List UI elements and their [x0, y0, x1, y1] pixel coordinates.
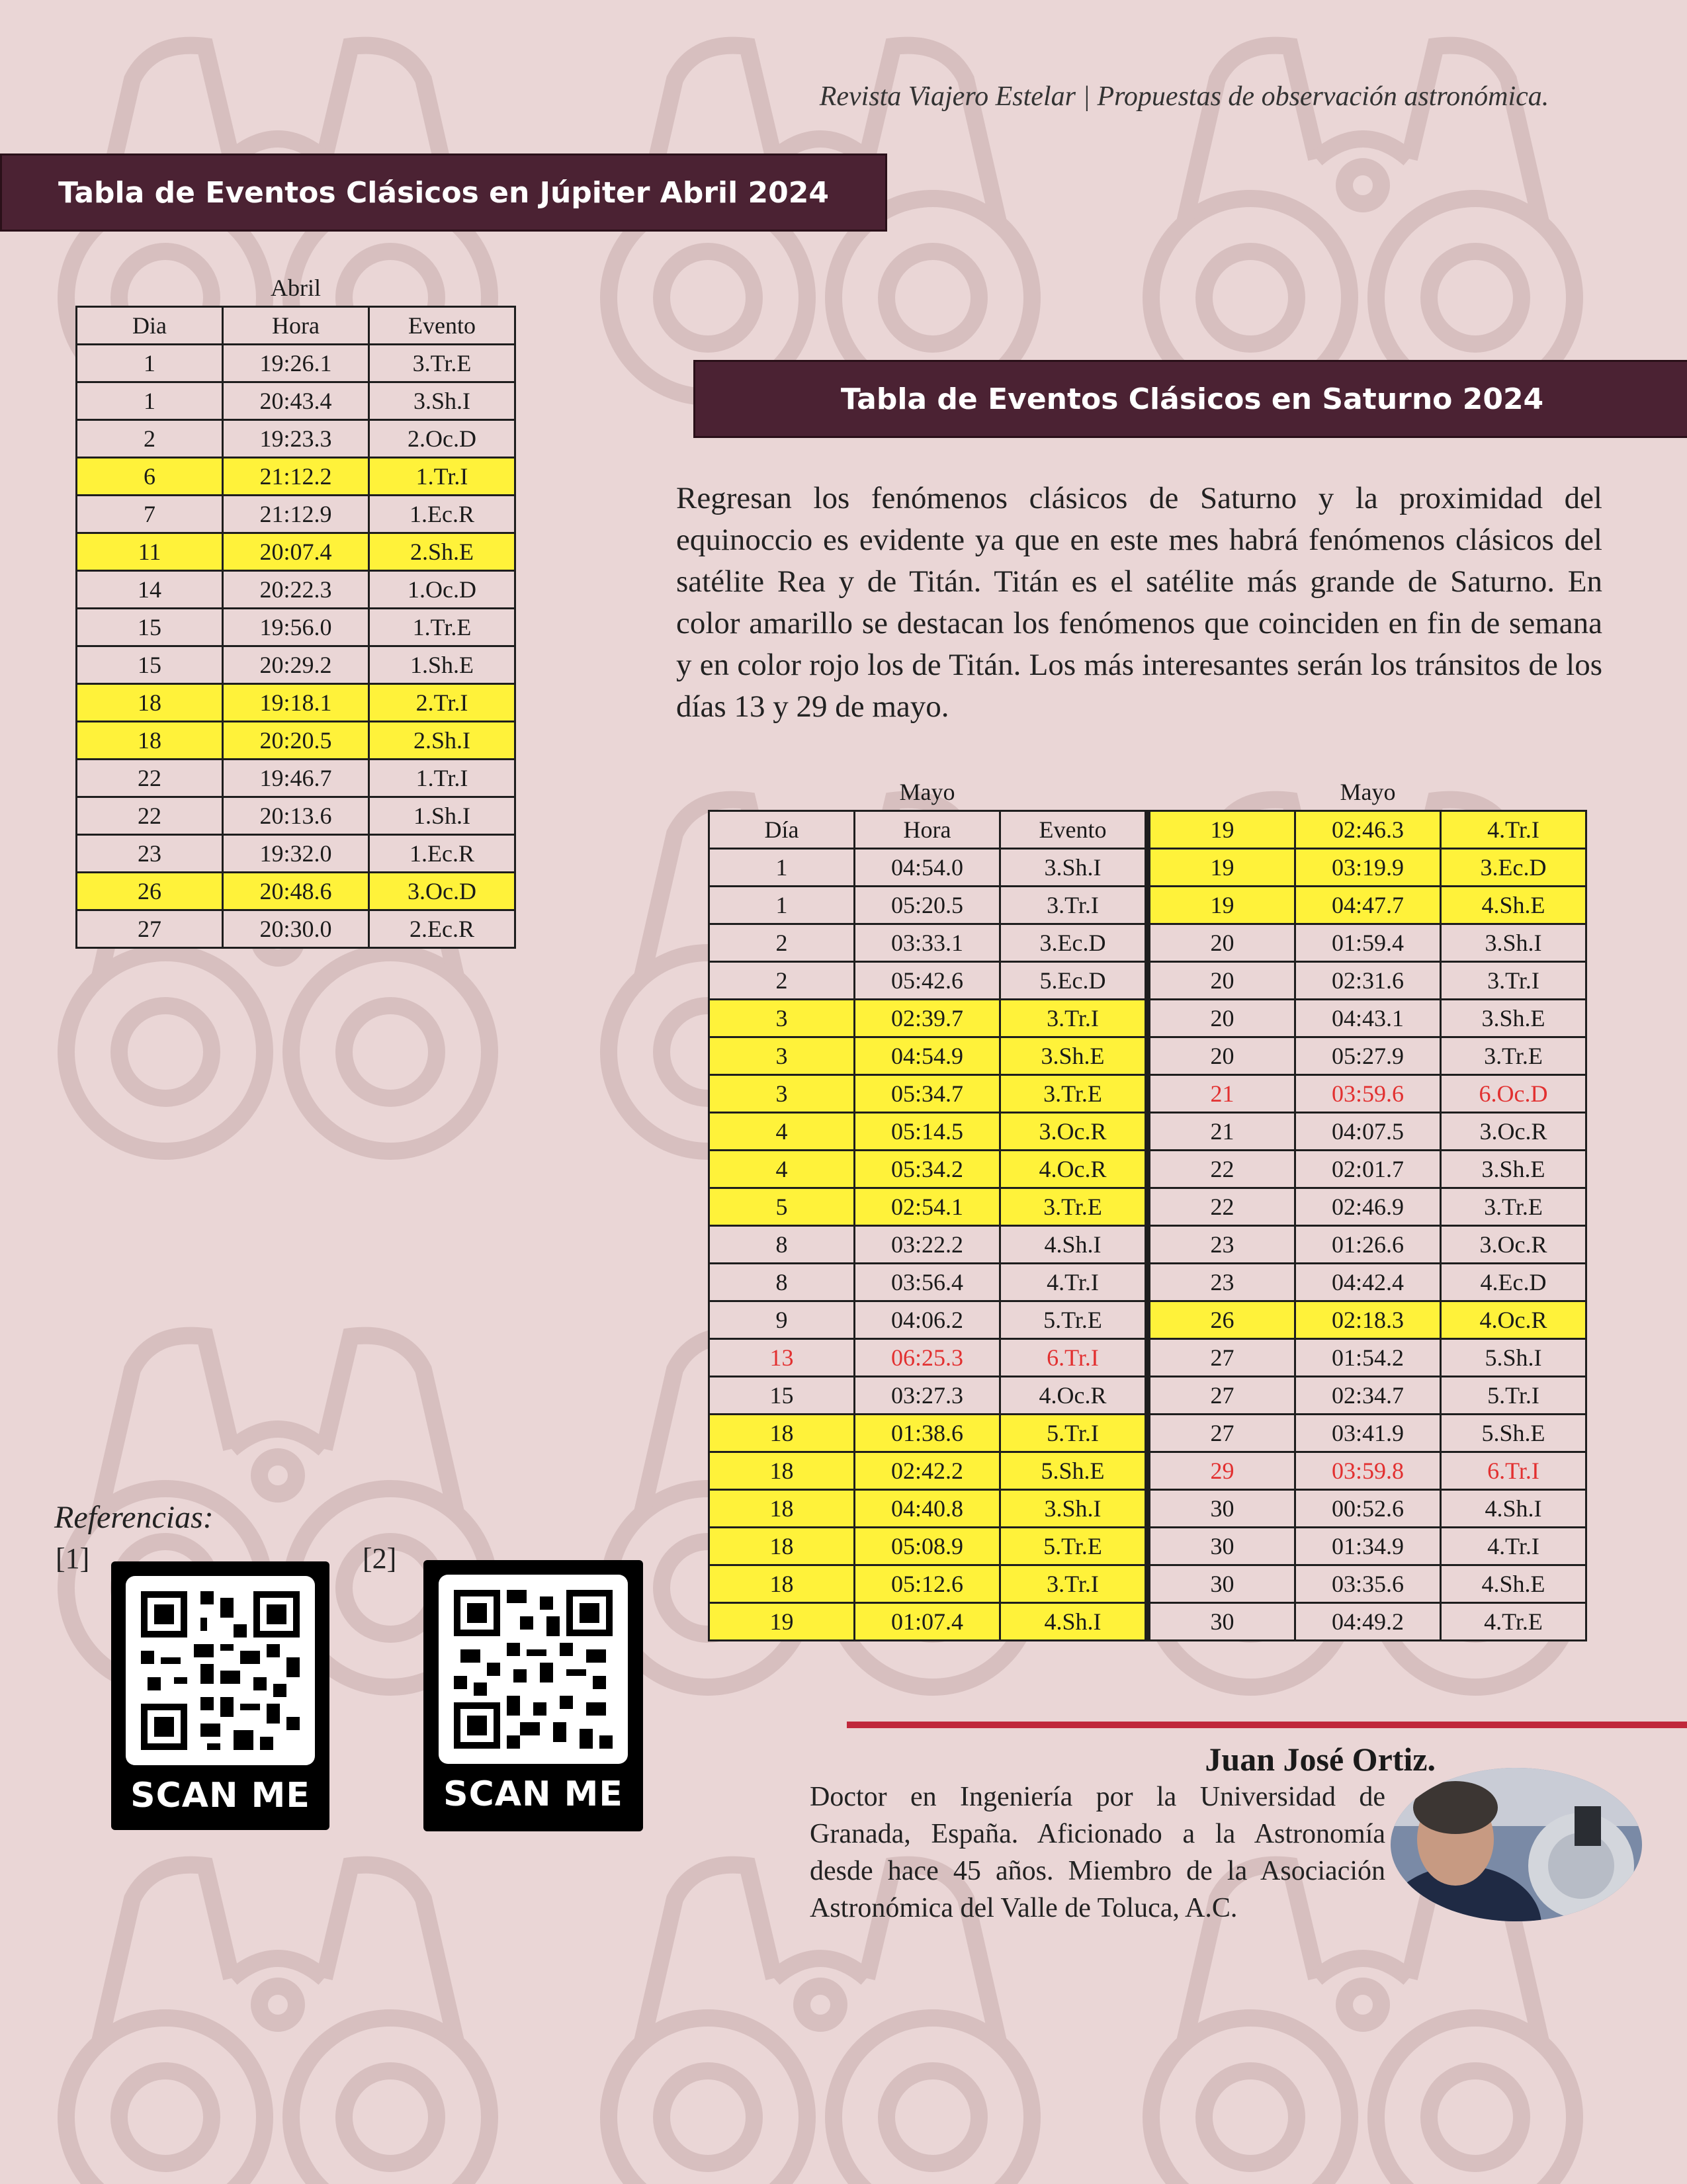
cell-dia: 27 — [1150, 1415, 1295, 1452]
table-row — [709, 1037, 1586, 1075]
cell-evento: 4.Sh.E — [1441, 1565, 1586, 1603]
saturn-events-table — [708, 774, 1587, 1641]
cell-hora: 03:27.3 — [855, 1377, 1000, 1415]
cell-evento: 3.Tr.E — [1000, 1188, 1147, 1226]
table-row — [709, 1415, 1586, 1452]
cell-evento: 5.Tr.I — [1000, 1415, 1147, 1452]
cell-hora: 00:52.6 — [1295, 1490, 1441, 1528]
cell-evento: 3.Ec.D — [1000, 924, 1147, 962]
cell-dia: 21 — [1150, 1113, 1295, 1151]
cell-dia: 23 — [1150, 1264, 1295, 1301]
cell-evento: 1.Sh.I — [369, 797, 515, 835]
cell-evento: 1.Oc.D — [369, 571, 515, 609]
cell-hora: 05:34.2 — [855, 1151, 1000, 1188]
cell-evento: 1.Ec.R — [369, 835, 515, 873]
qr-scan-label-2: SCAN ME — [443, 1774, 623, 1814]
cell-evento: 4.Sh.I — [1000, 1603, 1147, 1641]
table-row — [77, 760, 515, 797]
cell-evento: 3.Tr.I — [1000, 1565, 1147, 1603]
table-row — [709, 1377, 1586, 1415]
cell-evento: 4.Tr.E — [1441, 1603, 1586, 1641]
cell-evento: 3.Sh.I — [1000, 1490, 1147, 1528]
cell-hora: 19:32.0 — [223, 835, 369, 873]
column-header-hora: Hora — [223, 307, 369, 345]
cell-evento: 1.Tr.I — [369, 458, 515, 496]
cell-dia: 13 — [709, 1339, 855, 1377]
table-row — [709, 962, 1586, 1000]
table-row — [77, 684, 515, 722]
cell-dia: 15 — [77, 646, 223, 684]
cell-dia: 2 — [709, 962, 855, 1000]
cell-evento: 5.Tr.E — [1000, 1301, 1147, 1339]
cell-hora: 04:49.2 — [1295, 1603, 1441, 1641]
cell-evento: 3.Oc.R — [1441, 1113, 1586, 1151]
cell-evento: 4.Sh.I — [1000, 1226, 1147, 1264]
table-row — [709, 1452, 1586, 1490]
cell-dia: 6 — [77, 458, 223, 496]
cell-evento: 5.Sh.E — [1441, 1415, 1586, 1452]
cell-hora: 05:12.6 — [855, 1565, 1000, 1603]
cell-hora: 05:20.5 — [855, 887, 1000, 924]
cell-evento: 4.Oc.R — [1000, 1377, 1147, 1415]
cell-hora: 06:25.3 — [855, 1339, 1000, 1377]
cell-hora: 20:07.4 — [223, 533, 369, 571]
month-caption: Abril — [271, 275, 321, 301]
column-header-evento: Evento — [1000, 811, 1147, 849]
table-row — [77, 382, 515, 420]
cell-evento: 3.Sh.E — [1441, 1000, 1586, 1037]
cell-dia: 21 — [1150, 1075, 1295, 1113]
table-row — [709, 1151, 1586, 1188]
saturn-intro-paragraph: Regresan los fenómenos clásicos de Saturno y la proximidad del equinoccio es evidente ya que en este mes habrá fenómenos clásicos del satélite Rea y de Titán. Titán es el satélite más grande de Saturno. En color amarillo se destacan los fenómenos que coinciden en fin de semana y en color rojo los de Titán. Los más interesantes serán los tránsitos de los días 13 y 29 de mayo. — [676, 481, 1602, 724]
cell-hora: 05:34.7 — [855, 1075, 1000, 1113]
column-header-dia: Día — [709, 811, 855, 849]
cell-dia: 18 — [709, 1490, 855, 1528]
table-row — [709, 1301, 1586, 1339]
cell-evento: 5.Ec.D — [1000, 962, 1147, 1000]
cell-evento: 5.Sh.I — [1441, 1339, 1586, 1377]
cell-hora: 01:26.6 — [1295, 1226, 1441, 1264]
cell-hora: 21:12.2 — [223, 458, 369, 496]
reference-number-1: [1] — [56, 1542, 90, 1575]
cell-dia: 19 — [1150, 887, 1295, 924]
cell-hora: 01:54.2 — [1295, 1339, 1441, 1377]
cell-evento: 4.Tr.I — [1000, 1264, 1147, 1301]
cell-dia: 1 — [709, 887, 855, 924]
cell-evento: 3.Sh.I — [1441, 924, 1586, 962]
cell-hora: 20:43.4 — [223, 382, 369, 420]
table-row — [77, 835, 515, 873]
cell-dia: 22 — [1150, 1188, 1295, 1226]
cell-hora: 03:41.9 — [1295, 1415, 1441, 1452]
cell-evento: 3.Tr.I — [1000, 887, 1147, 924]
qr-pattern-icon — [126, 1576, 315, 1765]
table-row — [77, 910, 515, 948]
cell-hora: 20:30.0 — [223, 910, 369, 948]
cell-hora: 04:47.7 — [1295, 887, 1441, 924]
table-row — [709, 1490, 1586, 1528]
cell-evento: 3.Tr.E — [1441, 1037, 1586, 1075]
cell-dia: 23 — [77, 835, 223, 873]
cell-hora: 04:54.0 — [855, 849, 1000, 887]
cell-dia: 19 — [709, 1603, 855, 1641]
cell-dia: 23 — [1150, 1226, 1295, 1264]
cell-evento: 6.Tr.I — [1441, 1452, 1586, 1490]
cell-hora: 19:56.0 — [223, 609, 369, 646]
cell-evento: 4.Ec.D — [1441, 1264, 1586, 1301]
table-row — [709, 811, 1586, 849]
cell-hora: 20:20.5 — [223, 722, 369, 760]
cell-hora: 19:26.1 — [223, 345, 369, 382]
cell-dia: 3 — [709, 1075, 855, 1113]
cell-dia: 20 — [1150, 924, 1295, 962]
cell-evento: 3.Tr.I — [1000, 1000, 1147, 1037]
cell-evento: 3.Oc.R — [1441, 1226, 1586, 1264]
cell-dia: 18 — [709, 1528, 855, 1565]
cell-dia: 29 — [1150, 1452, 1295, 1490]
cell-hora: 02:34.7 — [1295, 1377, 1441, 1415]
table-row — [77, 797, 515, 835]
cell-dia: 26 — [77, 873, 223, 910]
cell-evento: 4.Oc.R — [1441, 1301, 1586, 1339]
month-caption-right: Mayo — [1340, 779, 1396, 805]
cell-hora: 04:54.9 — [855, 1037, 1000, 1075]
cell-hora: 02:01.7 — [1295, 1151, 1441, 1188]
cell-dia: 14 — [77, 571, 223, 609]
qr-scan-label-1: SCAN ME — [130, 1776, 310, 1815]
table-row — [77, 345, 515, 382]
cell-evento: 3.Sh.I — [1000, 849, 1147, 887]
cell-dia: 2 — [709, 924, 855, 962]
table-row — [77, 571, 515, 609]
cell-evento: 6.Tr.I — [1000, 1339, 1147, 1377]
jupiter-events-table — [75, 270, 516, 949]
cell-hora: 04:42.4 — [1295, 1264, 1441, 1301]
cell-hora: 20:48.6 — [223, 873, 369, 910]
cell-evento: 4.Sh.I — [1441, 1490, 1586, 1528]
cell-dia: 27 — [1150, 1339, 1295, 1377]
table-row — [77, 873, 515, 910]
cell-evento: 1.Tr.E — [369, 609, 515, 646]
table-row — [709, 1565, 1586, 1603]
table-row — [709, 1226, 1586, 1264]
cell-dia: 3 — [709, 1000, 855, 1037]
cell-hora: 01:34.9 — [1295, 1528, 1441, 1565]
cell-dia: 18 — [77, 722, 223, 760]
qr-code-2[interactable] — [423, 1560, 643, 1831]
cell-hora: 05:08.9 — [855, 1528, 1000, 1565]
cell-evento: 3.Tr.E — [1441, 1188, 1586, 1226]
cell-dia: 27 — [77, 910, 223, 948]
cell-dia: 8 — [709, 1264, 855, 1301]
cell-dia: 18 — [709, 1415, 855, 1452]
cell-dia: 4 — [709, 1151, 855, 1188]
table-row — [77, 722, 515, 760]
table-row — [709, 1264, 1586, 1301]
cell-dia: 5 — [709, 1188, 855, 1226]
cell-hora: 01:59.4 — [1295, 924, 1441, 962]
cell-hora: 20:22.3 — [223, 571, 369, 609]
cell-evento: 1.Tr.I — [369, 760, 515, 797]
cell-dia: 18 — [77, 684, 223, 722]
table-row — [77, 646, 515, 684]
cell-dia: 19 — [1150, 849, 1295, 887]
cell-hora: 05:42.6 — [855, 962, 1000, 1000]
cell-hora: 04:06.2 — [855, 1301, 1000, 1339]
table-row — [709, 1113, 1586, 1151]
cell-evento: 6.Oc.D — [1441, 1075, 1586, 1113]
column-header-evento: Evento — [369, 307, 515, 345]
cell-evento: 3.Oc.R — [1000, 1113, 1147, 1151]
cell-hora: 05:27.9 — [1295, 1037, 1441, 1075]
table-row — [709, 849, 1586, 887]
cell-dia: 1 — [77, 382, 223, 420]
cell-dia: 8 — [709, 1226, 855, 1264]
cell-dia: 11 — [77, 533, 223, 571]
cell-evento: 3.Sh.E — [1000, 1037, 1147, 1075]
cell-evento: 2.Tr.I — [369, 684, 515, 722]
cell-dia: 22 — [77, 797, 223, 835]
table-row — [77, 533, 515, 571]
table-row — [709, 1603, 1586, 1641]
table-row — [77, 420, 515, 458]
cell-hora: 02:18.3 — [1295, 1301, 1441, 1339]
cell-hora: 20:13.6 — [223, 797, 369, 835]
cell-dia: 2 — [77, 420, 223, 458]
cell-dia: 3 — [709, 1037, 855, 1075]
cell-evento: 3.Sh.E — [1441, 1151, 1586, 1188]
jupiter-table-banner: Tabla de Eventos Clásicos en Júpiter Abril 2024 — [0, 153, 887, 232]
cell-evento: 5.Tr.E — [1000, 1528, 1147, 1565]
cell-dia: 7 — [77, 496, 223, 533]
cell-hora: 03:59.6 — [1295, 1075, 1441, 1113]
cell-hora: 03:19.9 — [1295, 849, 1441, 887]
month-caption-left: Mayo — [899, 779, 955, 805]
cell-dia: 22 — [77, 760, 223, 797]
cell-evento: 3.Oc.D — [369, 873, 515, 910]
cell-hora: 03:59.8 — [1295, 1452, 1441, 1490]
cell-hora: 02:42.2 — [855, 1452, 1000, 1490]
cell-hora: 19:46.7 — [223, 760, 369, 797]
cell-hora: 03:33.1 — [855, 924, 1000, 962]
cell-dia: 18 — [709, 1565, 855, 1603]
reference-number-2: [2] — [363, 1542, 397, 1575]
cell-dia: 26 — [1150, 1301, 1295, 1339]
cell-hora: 20:29.2 — [223, 646, 369, 684]
cell-hora: 02:54.1 — [855, 1188, 1000, 1226]
table-row — [77, 496, 515, 533]
author-name: Juan José Ortiz. — [1205, 1741, 1436, 1778]
cell-hora: 02:46.3 — [1295, 811, 1441, 849]
cell-evento: 1.Sh.E — [369, 646, 515, 684]
cell-evento: 2.Sh.E — [369, 533, 515, 571]
cell-evento: 3.Tr.I — [1441, 962, 1586, 1000]
cell-dia: 30 — [1150, 1528, 1295, 1565]
cell-evento: 2.Sh.I — [369, 722, 515, 760]
cell-hora: 19:18.1 — [223, 684, 369, 722]
cell-evento: 3.Ec.D — [1441, 849, 1586, 887]
cell-dia: 1 — [77, 345, 223, 382]
cell-evento: 3.Sh.I — [369, 382, 515, 420]
cell-hora: 05:14.5 — [855, 1113, 1000, 1151]
cell-hora: 04:40.8 — [855, 1490, 1000, 1528]
cell-evento: 5.Sh.E — [1000, 1452, 1147, 1490]
cell-dia: 30 — [1150, 1565, 1295, 1603]
table-row — [77, 458, 515, 496]
table-row — [709, 1339, 1586, 1377]
cell-dia: 18 — [709, 1452, 855, 1490]
cell-evento: 5.Tr.I — [1441, 1377, 1586, 1415]
cell-dia: 27 — [1150, 1377, 1295, 1415]
cell-dia: 9 — [709, 1301, 855, 1339]
author-divider — [847, 1722, 1687, 1728]
cell-dia: 20 — [1150, 962, 1295, 1000]
column-header-hora: Hora — [855, 811, 1000, 849]
cell-hora: 21:12.9 — [223, 496, 369, 533]
cell-dia: 30 — [1150, 1603, 1295, 1641]
cell-hora: 02:46.9 — [1295, 1188, 1441, 1226]
cell-evento: 2.Oc.D — [369, 420, 515, 458]
cell-dia: 22 — [1150, 1151, 1295, 1188]
table-row — [77, 609, 515, 646]
cell-evento: 4.Tr.I — [1441, 1528, 1586, 1565]
cell-hora: 01:07.4 — [855, 1603, 1000, 1641]
saturn-table-banner: Tabla de Eventos Clásicos en Saturno 2024 — [693, 360, 1687, 438]
table-row — [709, 1188, 1586, 1226]
cell-dia: 15 — [709, 1377, 855, 1415]
author-bio: Doctor en Ingeniería por la Universidad de Granada, España. Aficionado a la Astronomía desde hace 45 años. Miembro de la Asociación Astronómica del Valle de Toluca, A.C. — [810, 1782, 1385, 1923]
cell-hora: 04:07.5 — [1295, 1113, 1441, 1151]
references-label: Referencias: — [54, 1500, 214, 1535]
table-row — [709, 1528, 1586, 1565]
column-header-dia: Dia — [77, 307, 223, 345]
cell-hora: 19:23.3 — [223, 420, 369, 458]
cell-evento: 1.Ec.R — [369, 496, 515, 533]
qr-code-1[interactable] — [111, 1561, 329, 1830]
cell-dia: 15 — [77, 609, 223, 646]
cell-dia: 1 — [709, 849, 855, 887]
cell-dia: 30 — [1150, 1490, 1295, 1528]
table-row — [709, 887, 1586, 924]
table-row — [709, 1075, 1586, 1113]
cell-evento: 4.Oc.R — [1000, 1151, 1147, 1188]
cell-evento: 3.Tr.E — [369, 345, 515, 382]
cell-hora: 04:43.1 — [1295, 1000, 1441, 1037]
cell-hora: 03:35.6 — [1295, 1565, 1441, 1603]
cell-evento: 3.Tr.E — [1000, 1075, 1147, 1113]
cell-hora: 03:22.2 — [855, 1226, 1000, 1264]
cell-hora: 02:31.6 — [1295, 962, 1441, 1000]
cell-hora: 01:38.6 — [855, 1415, 1000, 1452]
cell-evento: 4.Tr.I — [1441, 811, 1586, 849]
cell-hora: 02:39.7 — [855, 1000, 1000, 1037]
qr-pattern-icon — [439, 1575, 628, 1764]
table-row — [709, 924, 1586, 962]
table-row — [709, 1000, 1586, 1037]
cell-evento: 4.Sh.E — [1441, 887, 1586, 924]
cell-evento: 2.Ec.R — [369, 910, 515, 948]
running-head: Revista Viajero Estelar | Propuestas de observación astronómica. — [819, 81, 1549, 112]
cell-dia: 20 — [1150, 1037, 1295, 1075]
cell-hora: 03:56.4 — [855, 1264, 1000, 1301]
cell-dia: 4 — [709, 1113, 855, 1151]
author-photo — [1389, 1767, 1643, 1923]
cell-dia: 19 — [1150, 811, 1295, 849]
cell-dia: 20 — [1150, 1000, 1295, 1037]
